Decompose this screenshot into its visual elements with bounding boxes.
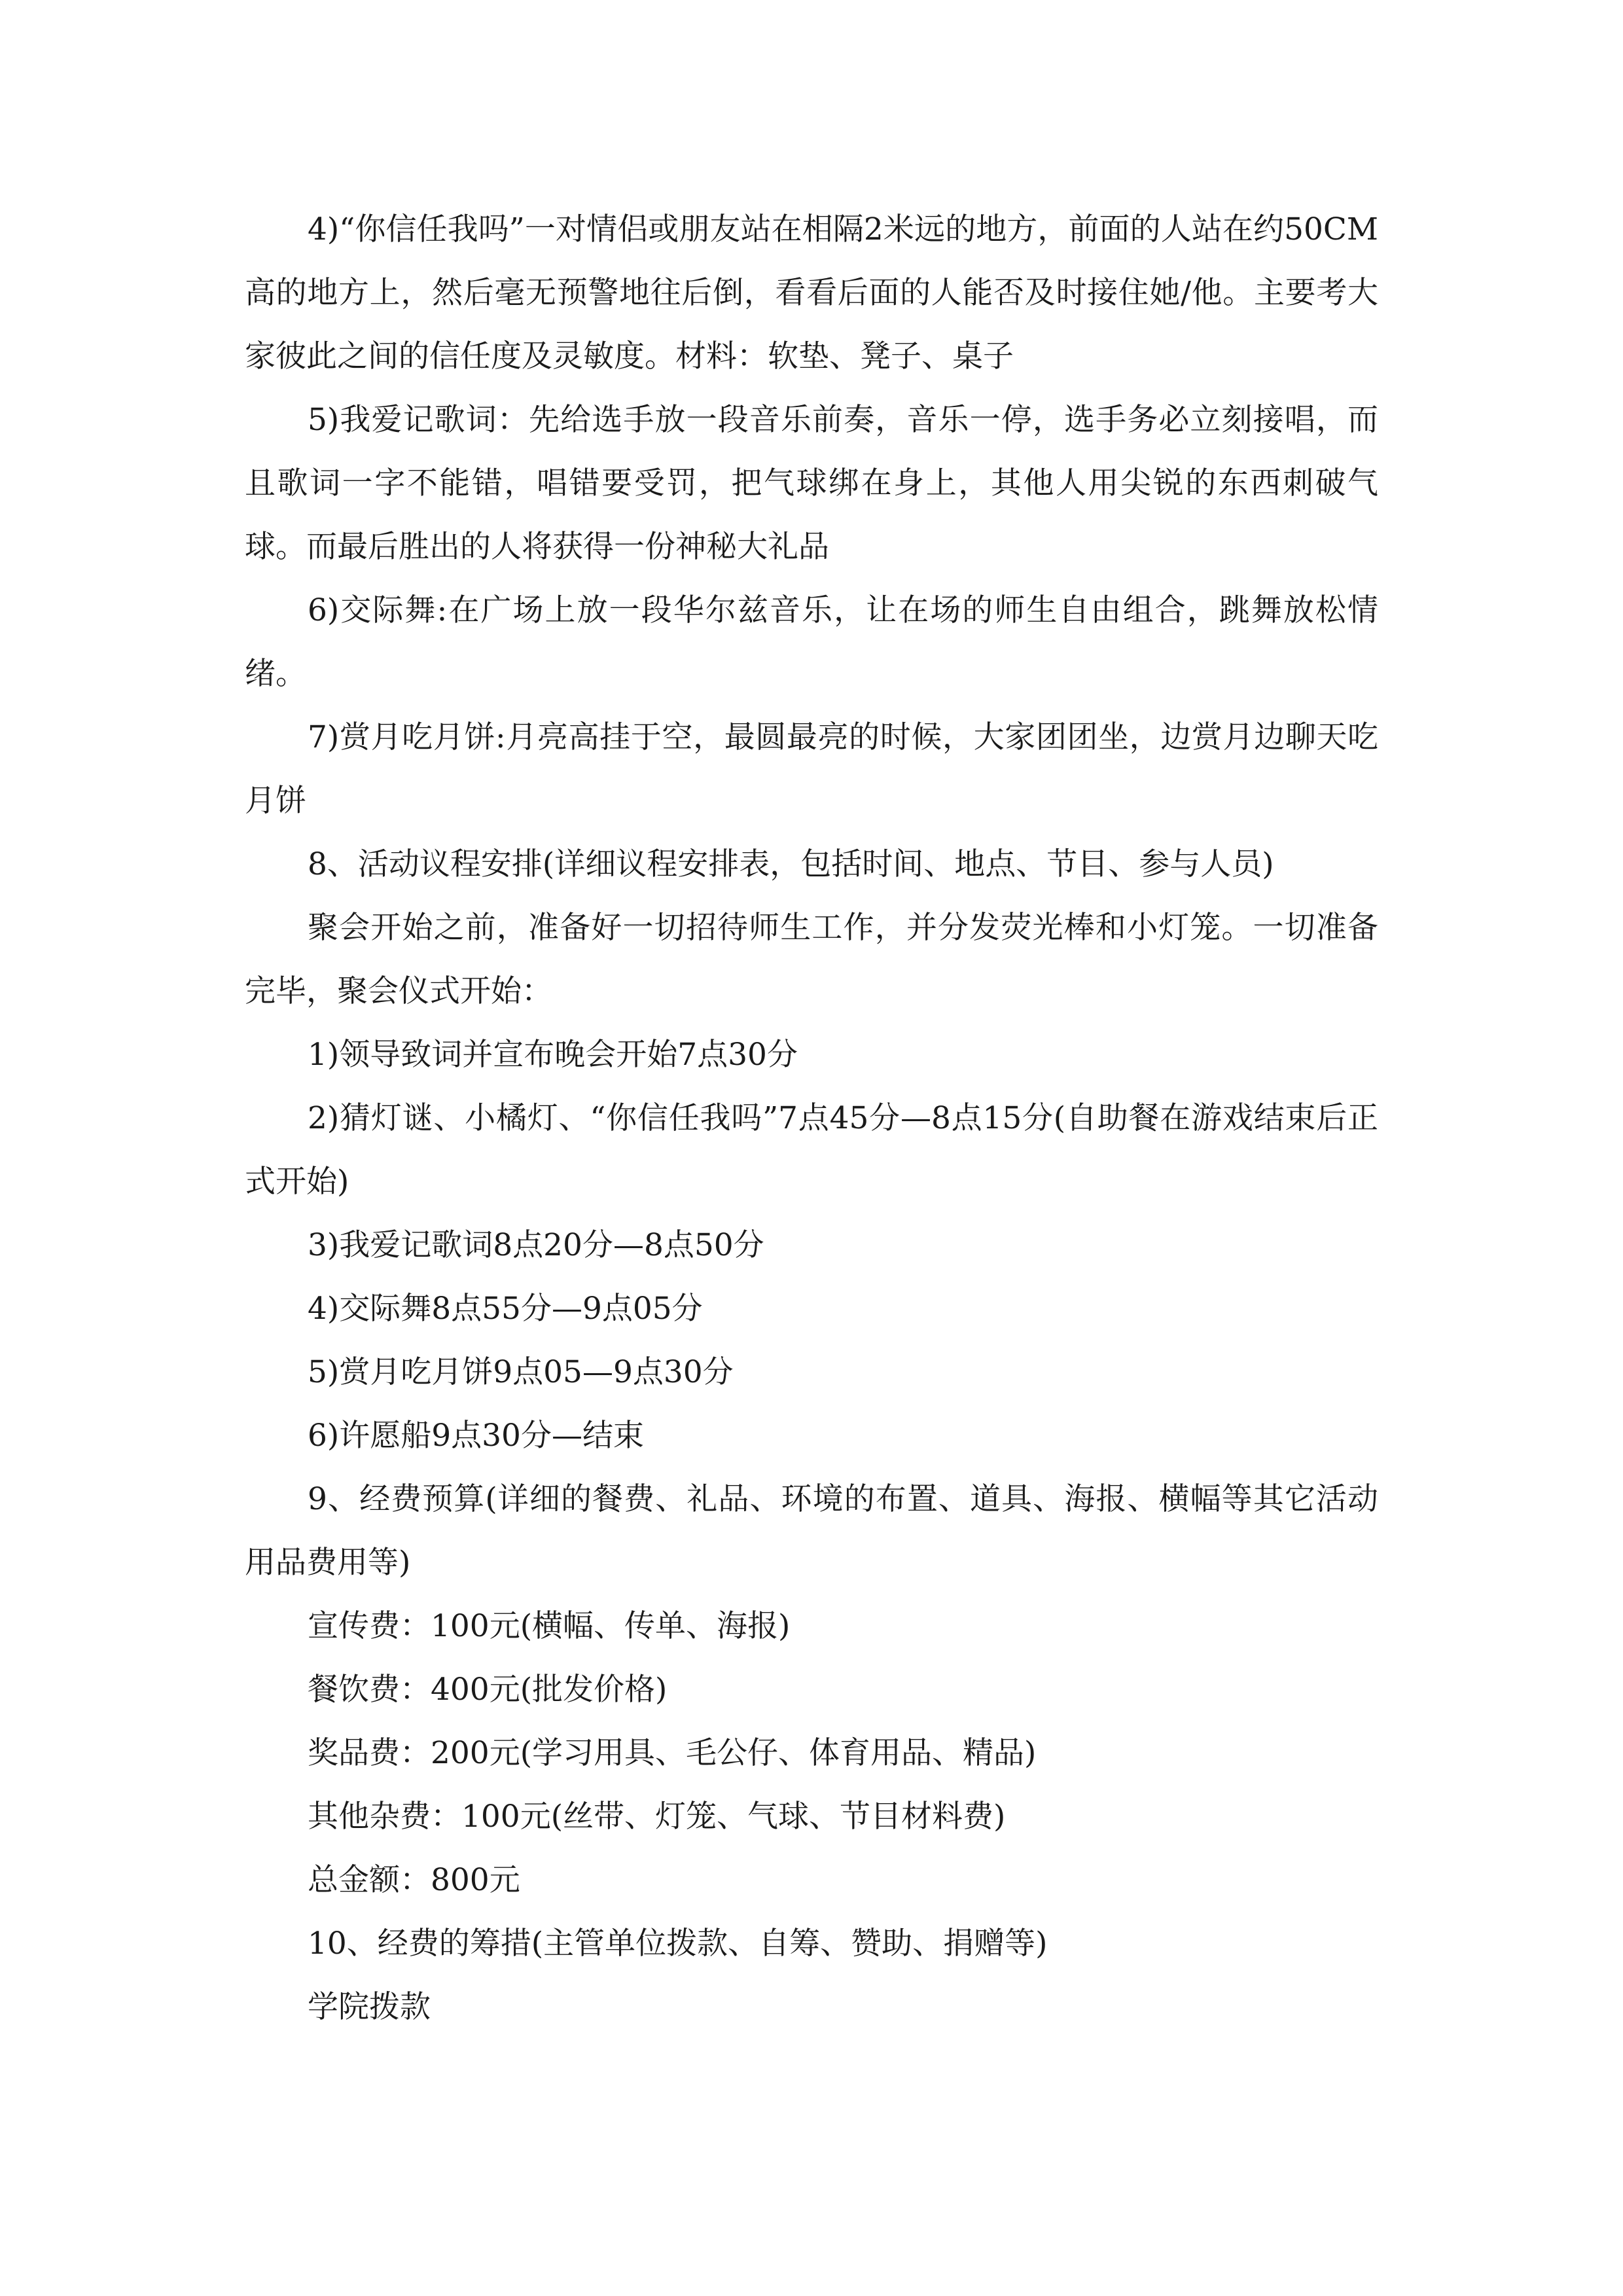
paragraph-agenda-intro: 聚会开始之前，准备好一切招待师生工作，并分发荧光棒和小灯笼。一切准备完毕，聚会仪式开始： xyxy=(245,910,1378,1009)
paragraph-ballroom-dance: 6)交际舞:在广场上放一段华尔兹音乐，让在场的师生自由组合，跳舞放松情绪。 xyxy=(245,592,1378,692)
heading-budget: 9、经费预算(详细的餐费、礼品、环境的布置、道具、海报、横幅等其它活动用品费用等) xyxy=(245,1481,1378,1581)
heading-funding: 10、经费的筹措(主管单位拨款、自筹、赞助、捐赠等) xyxy=(308,1926,1048,1962)
funding-source: 学院拨款 xyxy=(308,1989,431,2025)
heading-agenda: 8、活动议程安排(详细议程安排表，包括时间、地点、节目、参与人员) xyxy=(308,846,1274,882)
agenda-item-4: 4)交际舞8点55分—9点05分 xyxy=(308,1291,703,1327)
budget-item-publicity: 宣传费：100元(横幅、传单、海报) xyxy=(308,1608,791,1644)
budget-total: 总金额：800元 xyxy=(308,1862,520,1898)
agenda-item-6: 6)许愿船9点30分—结束 xyxy=(308,1418,644,1454)
budget-item-catering: 餐饮费：400元(批发价格) xyxy=(308,1672,668,1708)
budget-item-prizes: 奖品费：200元(学习用具、毛公仔、体育用品、精品) xyxy=(308,1735,1037,1771)
paragraph-trust-game: 4)“你信任我吗”一对情侣或朋友站在相隔2米远的地方，前面的人站在约50CM高的地方上，然后毫无预警地往后倒，看看后面的人能否及时接住她/他。主要考大家彼此之间的信任度及灵敏度。材料：软垫、凳子、桌子 xyxy=(245,211,1378,374)
paragraph-lyrics-game: 5)我爱记歌词：先给选手放一段音乐前奏，音乐一停，选手务必立刻接唱，而且歌词一字不能错，唱错要受罚，把气球绑在身上，其他人用尖锐的东西刺破气球。而最后胜出的人将获得一份神秘大礼品 xyxy=(245,402,1378,565)
agenda-item-3: 3)我爱记歌词8点20分—8点50分 xyxy=(308,1227,764,1263)
agenda-item-1: 1)领导致词并宣布晚会开始7点30分 xyxy=(308,1037,798,1073)
budget-item-misc: 其他杂费：100元(丝带、灯笼、气球、节目材料费) xyxy=(308,1799,1006,1835)
agenda-item-2: 2)猜灯谜、小橘灯、“你信任我吗”7点45分—8点15分(自助餐在游戏结束后正式开始) xyxy=(245,1100,1378,1200)
paragraph-mooncake: 7)赏月吃月饼:月亮高挂于空，最圆最亮的时候，大家团团坐，边赏月边聊天吃月饼 xyxy=(245,719,1378,819)
agenda-item-5: 5)赏月吃月饼9点05—9点30分 xyxy=(308,1354,734,1390)
document-body xyxy=(245,198,1378,2039)
